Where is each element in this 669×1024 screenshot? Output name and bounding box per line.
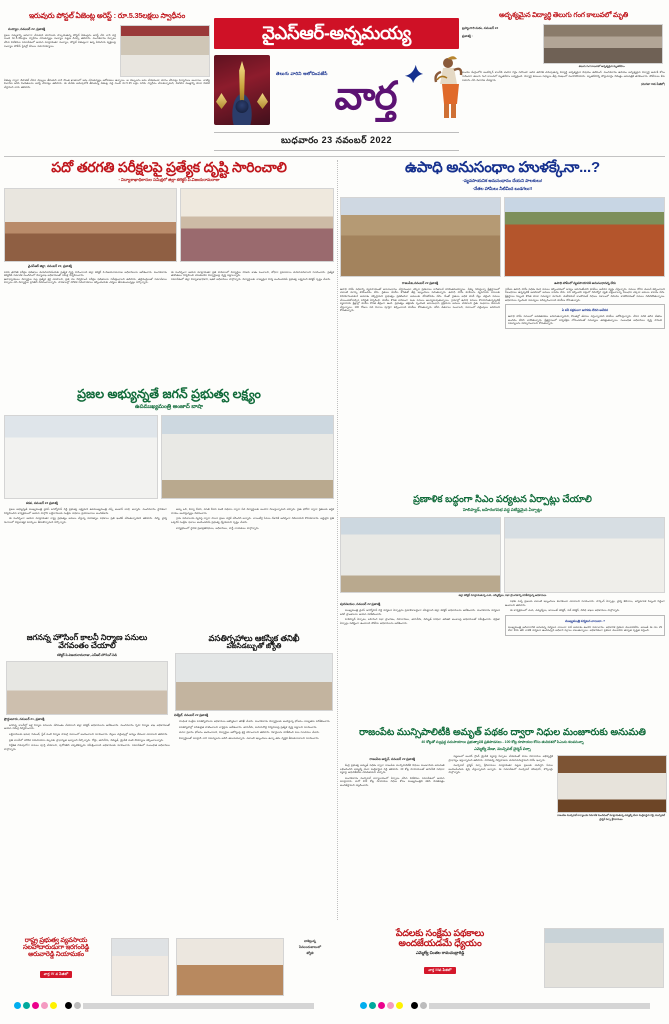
- mid-left-body-4: గ్రామ సచివాలయ వ్యవస్థ ద్వారా పాలన ప్రజల వద్దకే చేరిందని అన్నారు. వాలంటీర్ల సేవలు దేశానికే ఆదర్శంగా నిలిచాయని కొనియాడారు. అర్హులైన ప్రతి ఒక్కరికీ సంక్షేమ ఫలాలు అందించడమే ప్రభుత్వ ధ్యేయమని స్పష్టం చేశారు.: [171, 517, 334, 524]
- lead-left-dateline: వైఎస్ఆర్ జిల్లా, నవంబర్ 22, ప్రజాశక్తి: [28, 263, 72, 268]
- hostel-inspection-photo: [175, 653, 333, 711]
- lead-right-subhead-2: -నేతల హామీలు నీటిమీద బుడగలు!!: [472, 185, 533, 191]
- lower-mid-headline-1: వసతిగృహాలు ఆకస్మిక తనిఖీ: [208, 633, 300, 643]
- lower-right-body-3: పట్టణంలో అండర్ గ్రౌండ్ డ్రైనేజీ వ్యవస్థ ఏర్పాటు చేయడంతో పాటు రహదారుల అభివృద్ధికి ప్రాధాన్యం ఇస్తున్నామని తెలిపారు. పారిశుధ్య నిర్వహణను మెరుగుపరుస్తామని హామీ ఇచ్చారు.: [448, 755, 553, 762]
- bottom-right-promo-subhead: ఎమ్మెల్యే చింతల రామచంద్రారెడ్డి: [415, 949, 465, 955]
- lower-right-body-1: కేంద్ర ప్రభుత్వ అమృత్ పథకం ద్వారా రాజంపేట మున్సిపాలిటీకి నిధులు మంజూరుకు అనుమతి లభించిందని ఎమ్మెల్యే మేడా మల్లికార్జున రెడ్డి తెలిపారు. 40 కోట్ల రూపాయలతో తాగునీటి సరఫరా వ్యవస్థ ఆధునికీకరణ చేపడతామని చెప్పారు.: [340, 764, 445, 775]
- lead-left-body-2: ఈ సందర్భంగా ఆయన మాట్లాడుతూ ప్రతి పాఠశాలలో విద్యార్థుల హాజరు శాతం పెంచాలని, బోధనా ప్రమాణాలు మెరుగుపరచాలని సూచించారు. ప్రత్యేక తరగతులు నిర్వహించి వెనుకబడిన విద్యార్థులపై దృష్టి పెట్టాలన్నారు.: [171, 270, 334, 278]
- top-right-headline: అదృశ్యమైన విద్యార్థి తెలుగు గంగ కాలువలో మృతి: [498, 12, 629, 19]
- mid-right-body-2: హెలిప్యాడ్ ఏర్పాటు, బహిరంగ సభా ప్రాంగణం, రహదారులు, తాగునీరు, విద్యుత్ సరఫరా తదితర అంశాలపై అధికారులతో సమీక్షించారు. భద్రతా ఏర్పాట్లు పటిష్టంగా ఉండాలని పోలీసు అధికారులను ఆదేశించారు.: [340, 618, 500, 625]
- lower-right-headline: రాజంపేట మున్సిపాలిటీకి అమృత్ పథకం ద్వారా నిధుల మంజూరుకు అనుమతి: [359, 727, 646, 738]
- officials-discussion-photo: [504, 517, 665, 593]
- lead-left-headline: పదో తరగతి పరీక్షలపై ప్రత్యేక దృష్టి సారించాలి: [51, 159, 287, 175]
- masthead: [214, 18, 459, 158]
- bottom-right-promo[interactable]: [340, 928, 665, 988]
- color-registration-marks: [14, 1002, 21, 1009]
- top-right-story: [462, 12, 665, 87]
- lower-right-subhead-1: 40 కోట్లతో స్వుప్రద్ధ సదుపాయాలు ప్రభుత్వానికి ప్రతిపాదనలు - 100 కోట్ల రూపాయల కోసం తుదిదశలో సిఎంను కలవనున్నా: [421, 740, 584, 745]
- lead-right-body-2: గ్రామీణ ఉపాధి హామీ పథకం కింద పనులు కల్పించడంలో జాప్యం జరుగుతోందని కూలీలు ఆవేదన వ్యక్తం చేస్తున్నారు. పనులు కోరిన వెంటనే కల్పించాలని నిబంధనలు ఉన్నప్పటికీ ఆచరణలో అమలు కావడం లేదు. పని కల్పించని పక్షంలో నిరుద్యోగ భృతి చెల్లించాలన్న నిబంధన ఎక్కడా అమలు కావడం లేదు. క్షేత్రస్థాయి సిబ్బంది కొరత కూడా సమస్యగా మారింది. మెటీరియల్ కాంపోనెంట్ నిధులు సకాలంలో విడుదల కాకపోవడంతో పనులు నిలిచిపోతున్నాయి. అధికారులు స్పందించి సమస్యలు పరిష్కరించాలని కూలీలు కోరుతున్నారు.: [505, 287, 665, 302]
- bottom-left-promo-line-3: అరువారెడ్డి నియామకం: [28, 950, 84, 958]
- masthead-top-band: వైఎస్ఆర్-అన్నమయ్య: [214, 18, 459, 49]
- lead-right-dateline-1: రాజంపేట,నవంబర్ 22 ప్రజాశక్తి: [401, 280, 439, 285]
- bottom-right-promo-line-1: పేదలకు సంక్షేమ పథకాలు: [395, 927, 485, 938]
- top-right-subdateline: ప్రజాశక్తి :: [462, 34, 473, 39]
- top-left-dateline: నంద్యాల, నవంబర్ 22, ప్రజాశక్తి: [8, 26, 46, 31]
- bottom-right-promo-line-2: అందజేయడమే ధ్యేయం: [398, 936, 482, 948]
- mid-left-body-5: కార్యక్రమంలో స్థానిక ప్రజాప్రతినిధులు, అధికారులు, పార్టీ నాయకులు పాల్గొన్నారు.: [176, 526, 260, 530]
- mid-left-story: [4, 388, 334, 532]
- top-left-story: [4, 12, 210, 90]
- police-press-meet-photo: [120, 25, 210, 77]
- mid-right-story: [340, 495, 665, 636]
- mid-left-dateline: కడప, నవంబర్ 22 ప్రజాశక్తి: [26, 501, 58, 506]
- canal-body-photo-caption: తెలుగు గంగ కాలువలో అదృశ్యమైన మృతదేహం.: [578, 65, 626, 69]
- lower-left-headline-1: జగనన్న హౌసింగ్ కాలనీ నిర్మాణ పనులు: [26, 633, 148, 642]
- mid-right-box-body: ముఖ్యమంత్రి ఆదివారానికి అనుకున్న పర్యటన వాయిదా పడే అవకాశం ఉందని సమాచారం. అధికారిక ప్రకటన వెలువడలేదు. అయితే ఈ నెల 29 లేదా 30వ తేదీ నాటికి పర్యటన ఉండవచ్చని అధికార వర్గాలు చెబుతున్నాయి. అధికారికంగా ప్రకటన వెలువడిన తర్వాత స్పష్టత వస్తుంది.: [508, 625, 662, 633]
- mid-left-subhead: ఉపముఖ్యమంత్రి అంజాద్ బాషా: [135, 404, 203, 411]
- lower-right-body-2: మంగళవారం మున్సిపల్ కార్యాలయంలో ఏర్పాటు చేసిన విలేకరుల సమావేశంలో ఆయన మాట్లాడారు. మరో 100 కోట్ల రూపాయల నిధుల కోసం ముఖ్యమంత్రిని కలిసి వినతిపత్రం అందజేస్తామని వెల్లడించారు.: [340, 776, 445, 788]
- top-right-body: మండల కేంద్రంలోని అంబేద్కర్ కాలనీకి చెందిన గడ్డం నరసింహ ఆరవ తరగతి చదువుతున్న విద్యార్థి అదృశ్యమైన విషయం తెలిసిందే. మంగళవారం ఉదయం అదృశ్యమైన విద్యార్థి ఆచూకీ కోసం గాలించగా తెలుగు గంగ కాలువలో మృతదేహం లభ్యమైంది. విద్యార్థి కుటుంబ సభ్యులు తీవ్ర దుఃఖంలో మునిగిపోయారు. మృతదేహాన్ని పోస్టుమార్టం నిమిత్తం ఆసుపత్రికి తరలించారు. పోలీసులు కేసు నమోదు చేసి విచారణ చేపట్టారు.: [462, 71, 665, 82]
- bottom-left-promo[interactable]: [4, 938, 170, 996]
- lower-right-story: [340, 728, 665, 824]
- mid-right-body-4: ఈ కార్యక్రమంలో ఎంపి, ఎమ్మెల్యేలు, జాయింట్ కలెక్టర్, సబ్ కలెక్టర్, వివిధ శాఖల అధికారులు పాల్గొన్నారు.: [510, 609, 620, 613]
- deputy-cm-distribution-photo: [4, 415, 158, 499]
- temple-deity-logo: [214, 55, 270, 125]
- lead-right-body-1: ఉపాధి హామీ పథకాన్ని వ్యవసాయంతో అనుసంధానం చేస్తామంటూ చెప్పిన ప్రకటనలు కాగితాలకే పరిమితమయ్యాయి. ఏళ్ళు గడుస్తున్నా క్షేత్రస్థాయిలో ఎలాంటి మార్పు కనిపించడం లేదు. రైతులు కూలీల కొరతతో తీవ్ర ఇబ్బందులు పడుతున్నారు. ఉపాధి హామీ కూలీలను వ్యవసాయ పనులకు వినియోగించుకునే అవకాశం కల్పిస్తామని ప్రభుత్వం ప్రకటించినా అమలుకు నోచుకోవడం లేదు. దీంతో రైతులు అధిక కూలీ రేట్లు చెల్లించి పనులు చేయించుకోవాల్సిన పరిస్థితి ఏర్పడింది. కూలీల కొరత కారణంగా పంట పనులు ఆలస్యమవుతున్నాయి. గ్రామాల్లో ఉపాధి పనులు కొనసాగుతున్నప్పటికీ వ్యవసాయ క్షేత్రాల్లో కూలీల కొరత తీవ్రంగా ఉంది. ప్రభుత్వం తక్షణమే స్పందించి అనుసంధాన ప్రక్రియను అమలు చేయాలని రైతు సంఘాలు డిమాండ్ చేస్తున్నాయి. 100 రోజుల పని దినాలు పూర్తిగా కల్పించాలని కూలీలు కోరుతున్నారు. కనీస వేతనాలు పెంచాలని, సకాలంలో చెల్లింపులు జరపాలని కోరుతున్నారు.: [340, 287, 500, 313]
- lead-right-box-body: ఉపాధి హామీ పనులలో అవకతవకలు జరుగుతున్నాయని, కొలతల్లో తేడాలు వస్తున్నాయని కూలీలు ఆరోపిస్తున్నారు. చేసిన పనికి తగిన వేతనం అందడం లేదని వాపోతున్నారు. క్షేత్రస్థాయిలో పర్యవేక్షణ లోపించడంతో సమస్యలు తలెత్తుతున్నాయి. సంబంధిత అధికారులు దృష్టి సారించి సమస్యలను పరిష్కరించాలని కోరుతున్నారు.: [508, 315, 662, 326]
- top-left-headline: ఇరువురు పోస్టల్ ఏజెంట్ల అరెస్ట్ : రూ.5.35లక్షలు స్వాధీనం: [28, 11, 185, 20]
- mla-welfare-photo: [544, 928, 664, 988]
- meeting-hall-audience-photo: [180, 188, 334, 262]
- lower-mid-body-1: సాంఘిక సంక్షేమ వసతిగృహాలను అధికారులు ఆకస్మికంగా తనిఖీ చేశారు. మంగళవారం విద్యార్థులకు అందిస్తున్న భోజనం నాణ్యతను పరిశీలించారు.: [179, 720, 331, 724]
- lead-right-headline: ఉపాధి అనుసంధాం హుళక్కేనా...?: [405, 159, 600, 176]
- mid-right-photo-caption: జిల్లా కలెక్టర్ మాట్లాడుతున్న ఎంపి, ఎమ్మెల్యేలు, సభా ప్రాంగణాన్ని పరిశీలిస్తున్న అధికారులు: [458, 593, 547, 597]
- lower-left-body-3: ప్రతి కాలనీలో మౌలిక సదుపాయాల కల్పనకు ప్రాధాన్యత ఇవ్వాలని పేర్కొన్నారు. రోడ్లు, తాగునీరు, విద్యుత్, డ్రైనేజీ వంటి సౌకర్యాలు కల్పించాలన్నారు.: [9, 738, 164, 742]
- lower-mid-headline-2: పజసిడబ్బుతో జ్యోతి: [226, 642, 282, 650]
- mla-press-meet-caption: రాజంపేట మున్సిపల్ కార్యాలయ సమావేశ మందిరంలో మాట్లాడుతున్న ఎమ్మెల్యే మేడా మల్లికార్జున రెడ్డి, మున్సిపల్ చైర్మన్ పర్సా శ్రీనివాసులు: [557, 814, 665, 822]
- top-left-body-1: ప్రజల నమ్మకాన్ని ఆసరాగా చేసుకుని మోసాలకు పాల్పడుతున్న పోస్టల్ ఏజెంట్లను అరెస్ట్ చేసి వారి వద్ద నుంచి రూ.5.35లక్షలు స్వాధీనం చేసుకున్నట్లు నంద్యాల పట్టణ డిఎస్పీ తెలిపారు. మంగళవారం ఏర్పాటు చేసిన విలేకరుల సమావేశంలో ఆయన మాట్లాడుతూ నంద్యాల, పోస్టల్ ఏజెంట్లుగా ఉన్న ఏడుగురు వ్యక్తులపై నంద్యాల పోలీస్ స్టేషన్లో కేసులు నమోదయ్యాయి.: [4, 33, 116, 48]
- lower-left-subhead: కలెక్టర్ పి.విజయరామరాజు, ఎన్ఆర్ హౌసింగ్ పిడి: [57, 652, 117, 657]
- lower-right-subhead-2: ఎమ్మెల్యే మేడా, మున్సిపల్ చైర్మన్ పర్సా: [474, 747, 531, 752]
- mid-right-headline: ప్రణాళిక బద్ధంగా సిఎం పర్యటన ఏర్పాట్లు చేయాలి: [413, 494, 592, 505]
- bottom-mid-caption-1: బాకెట్లున్న: [304, 939, 316, 943]
- lead-right-story: [340, 160, 665, 329]
- mid-right-box-heading: ముఖ్యమంత్రి పర్యటన వాయిదా..?: [565, 618, 605, 623]
- column-divider: [337, 160, 338, 920]
- lead-left-body-4: సమావేశంలో జిల్లా విద్యాశాఖాధికారి, ఇతర అధికారులు పాల్గొన్నారు. విద్యార్థులకు నాణ్యమైన విద్య అందించడమే ప్రభుత్వ లక్ష్యమని కలెక్టర్ స్పష్టం చేశారు.: [171, 277, 331, 281]
- strip-divider: [4, 156, 665, 157]
- mid-right-subhead: హెలిప్యాడ్, బహిరంగసభ వద్ద పటిష్టమైన ఏర్పాట్లు: [462, 506, 542, 512]
- lower-mid-body-4: విద్యార్థులతో మాట్లాడి వారి సమస్యలను అడిగి తెలుసుకున్నారు. ఎలాంటి ఇబ్బందులు ఉన్నా తమ దృష్టికి తీసుకురావాలని సూచించారు.: [179, 736, 320, 740]
- bottom-mid-promo: [176, 938, 334, 996]
- leaders-group-photo: [161, 415, 334, 499]
- lead-left-subhead: - విద్యాశాఖాధికారుల సమీక్షలో జిల్లా కలెక్టర్ పి.విజయరామరాజు: [118, 176, 220, 182]
- lead-right-subhead-1: -వ్యవసాయనిక అనుసంధానం చేయని పాలకులు!: [462, 177, 543, 183]
- masthead-title: వార్త: [334, 75, 397, 118]
- masthead-tagline: తెలుగు వారిని ఆలోచింపజేసే: [276, 71, 328, 76]
- mid-right-body-1: ముఖ్యమంత్రి వైఎస్ జగన్మోహన్ రెడ్డి పర్యటన ఏర్పాట్లను ప్రణాళికాబద్ధంగా చేపట్టాలని జిల్లా కలెక్టర్ అధికారులను ఆదేశించారు. మంగళవారం పర్యటన జరిగే ప్రాంతాలను ఆయన పరిశీలించారు.: [340, 608, 500, 616]
- mid-right-dateline: పులివెందుల, నవంబర్ 22 ప్రజాశక్తి: [340, 601, 381, 606]
- lower-left-story: [4, 634, 170, 753]
- lower-mid-body-2: వసతిగృహాల్లో పరిశుభ్రత పాటించాలని వార్డెన్లను ఆదేశించారు. తాగునీరు, మరుగుదొడ్ల నిర్వహణపై ప్రత్యేక దృష్టి పెట్టాలని సూచించారు.: [179, 725, 318, 729]
- lower-left-dateline: ప్రొద్దుటూరు, నవంబర్ 21, ప్రజాశక్తి: [4, 716, 45, 721]
- lower-left-body-2: లబ్ధిదారులకు ఇసుక, సిమెంట్, స్టీల్ వంటి నిర్మాణ సామగ్రి సకాలంలో అందించాలని సూచించారు. బిల్లుల చెల్లింపుల్లో జాప్యం లేకుండా చూడాలని తెలిపారు.: [9, 732, 169, 736]
- lower-mid-body-3: మెనూ ప్రకారం భోజనం అందించాలని, విద్యార్థుల ఆరోగ్యంపై శ్రద్ధ వహించాలని తెలిపారు. రికార్డులను పరిశీలించి పలు సూచనలు చేశారు.: [179, 731, 320, 735]
- mid-left-body-2: ఈ సందర్భంగా ఆయన మాట్లాడుతూ రాష్ట్ర ప్రభుత్వం అమలు చేస్తున్న నవరత్నాల పథకాలు ప్రతి ఇంటికీ చేరుతున్నాయని తెలిపారు. విద్య, వైద్య రంగాలలో విప్లవాత్మక మార్పులు తీసుకొచ్చామని పేర్కొన్నారు.: [4, 517, 167, 524]
- red-soil-work-photo: [504, 197, 665, 277]
- bottom-left-promo-line-2: సలహాదారుడుగా ఇరగంరెడ్డి: [22, 943, 90, 951]
- registration-bar-left: [14, 1002, 314, 1009]
- mla-press-meet-photo: [557, 755, 667, 813]
- housing-review-meeting-photo: [6, 661, 168, 715]
- lower-left-body-1: జగనన్న కాలనీల్లో ఇళ్ల నిర్మాణ పనులను వేగవంతం చేయాలని జిల్లా కలెక్టర్ అధికారులను ఆదేశించారు. మంగళవారం గృహ నిర్మాణ శాఖ అధికారులతో ఆయన సమీక్ష నిర్వహించారు.: [4, 723, 170, 731]
- bottom-right-promo-tag[interactable]: వార్త IIIవ పేజీలో: [424, 967, 455, 974]
- top-right-dateline: బ్రహ్మంగారి మఠం, నవంబర్ 22: [462, 26, 499, 31]
- mid-left-headline: ప్రజల అభ్యున్నతే జగన్ ప్రభుత్వ లక్ష్యం: [77, 387, 261, 401]
- lead-left-story: [4, 160, 334, 285]
- lead-left-body-1: పదవ తరగతి పరీక్షల ఫలితాలు మెరుగుపరిచేందుకు ప్రత్యేక దృష్టి సారించాలని జిల్లా కలెక్టర్ పి.విజయరామరాజు అధికారులను ఆదేశించారు. మంగళవారం కలెక్టరేట్ సమావేశ మందిరంలో విద్యాశాఖ అధికారులతో సమీక్ష నిర్వహించారు.: [4, 270, 167, 278]
- leader-portrait-photo: [111, 938, 169, 996]
- top-right-continued: (మిగతా IIIవ పేజీలో): [641, 82, 665, 87]
- bottom-mid-caption-2: సేవలందుబాటులో: [299, 945, 321, 949]
- top-left-body-2: ఏజెంట్ల ద్వారా డిపాజిట్ చేసిన డబ్బులు తీసుకుని వారి సొంత ఖాతాలలో జమ చేసుకున్నట్లు ఆరోపణలు ఉన్నాయి. ఆ డబ్బులను జమ చేయకుండా మోసం చేసినట్లు ఫిర్యాదులు అందాయి. వాటిపై విచారణ జరిపి నిందితులను అరెస్ట్ చేసినట్లు తెలిపారు. ఈ మేరకు అదుపులోకి తీసుకున్న ఏజెంట్ల వద్ద నుంచి రూ.5.35 లక్షల నగదు స్వాధీనం చేసుకున్నామని, మిగిలిన మొత్తాన్ని కూడా రికవరీ చేస్తామని వారు తెలిపారు.: [4, 78, 210, 89]
- lower-right-dateline: రాజంపేట అర్బన్, నవంబర్ 22 ప్రజాశక్తి: [369, 757, 416, 762]
- lead-right-dateline-2: ఉపాధి హామీలో వ్యవసాయానికి అనుసంధానన్న లేదు: [554, 280, 616, 285]
- registration-bar-right: [360, 1002, 650, 1009]
- mid-left-body-1: ప్రజల అభ్యున్నతే ముఖ్యమంత్రి వైఎస్ జగన్మోహన్ రెడ్డి ప్రభుత్వ లక్ష్యమని ఉపముఖ్యమంత్రి ఎస్బీ అంజాద్ బాషా అన్నారు. మంగళవారం స్థానికంగా నిర్వహించిన కార్యక్రమంలో ఆయన పాల్గొని లబ్ధిదారులకు సంక్షేమ పథకాల ప్రయోజనాలు అందజేశారు.: [4, 508, 167, 515]
- collector-meeting-photo: [4, 188, 177, 262]
- star-icon: [403, 64, 425, 84]
- mid-left-body-3: అమ్మ ఒడి, విద్యా దీవెన, వసతి దీవెన వంటి పథకాల ద్వారా పేద విద్యార్థులకు అండగా నిలుస్తున్నామని చెప్పారు. రైతు భరోసా ద్వారా రైతులకు ఆర్థిక సాయం అందిస్తున్నట్లు వివరించారు.: [171, 508, 334, 515]
- lower-left-headline-2: వేగవంతం చేయాలి: [58, 641, 116, 651]
- lower-mid-story: [174, 634, 334, 743]
- lower-mid-dateline: చిత్వేల్, నవంబర్ 22 ప్రజాశక్తి: [174, 713, 209, 718]
- collector-inspection-photo: [340, 517, 501, 593]
- office-service-photo: [176, 938, 284, 996]
- bottom-mid-caption-3: జ్యోతి: [306, 951, 314, 955]
- lead-left-body-3: ఉపాధ్యాయులు విద్యార్థుల పట్ల ప్రత్యేక శ్రద్ధ చూపాలని, ప్రతి నెల నిర్వహించే పరీక్షల ఫలితాలను సమీక్షించాలని తెలిపారు. తల్లిదండ్రులతో సమావేశాలు ఏర్పాటు చేసి విద్యార్థుల ప్రగతిని వివరించాలన్నారు. పాఠశాలల్లో మౌలిక సదుపాయాలు కల్పించేందుకు చర్యలు తీసుకుంటున్నట్లు పేర్కొన్నారు.: [4, 277, 167, 285]
- lower-right-body-4: మున్సిపల్ చైర్మన్ పర్సా శ్రీనివాసులు మాట్లాడుతూ పట్టణ ప్రజలకు మెరుగైన సేవలు అందించేందుకు కృషి చేస్తున్నామని అన్నారు. ఈ సమావేశంలో మున్సిపల్ కమిషనర్, కౌన్సిలర్లు పాల్గొన్నారు.: [448, 764, 553, 775]
- bottom-left-promo-tag[interactable]: వార్త IV వ పేజీలో: [40, 971, 73, 978]
- masthead-date: బుధవారం 23 నవంబర్ 2022: [214, 132, 459, 151]
- ngrega-work-site-photo: [340, 197, 501, 277]
- bottom-left-promo-line-1: రాష్ట్ర ప్రభుత్వ వ్యవసాయ: [24, 937, 88, 944]
- lead-right-box-heading: ఏ పనీ సక్రమంగా జరగడం లేదని ఆవేదన: [561, 308, 609, 313]
- annamayya-figure-icon: [429, 54, 463, 120]
- lower-left-body-4: నిర్దేశిత గడువులోగా పనులు పూర్తి చేయాలని, పురోగతిని ఎప్పటికప్పుడు సమీక్షించాలని అధికారులకు సూచించారు. సమావేశంలో సంబంధిత అధికారులు పాల్గొన్నారు.: [4, 744, 170, 751]
- canal-body-photo: [543, 24, 663, 64]
- mid-right-body-3: సభకు వచ్చే ప్రజలకు ఎలాంటి ఇబ్బందులు కలగకుండా చూడాలని సూచించారు. పార్కింగ్ ఏర్పాట్లు, వైద్య శిబిరాలు, అగ్నిమాపక సిబ్బంది సిద్ధంగా ఉండాలని తెలిపారు.: [505, 599, 665, 607]
